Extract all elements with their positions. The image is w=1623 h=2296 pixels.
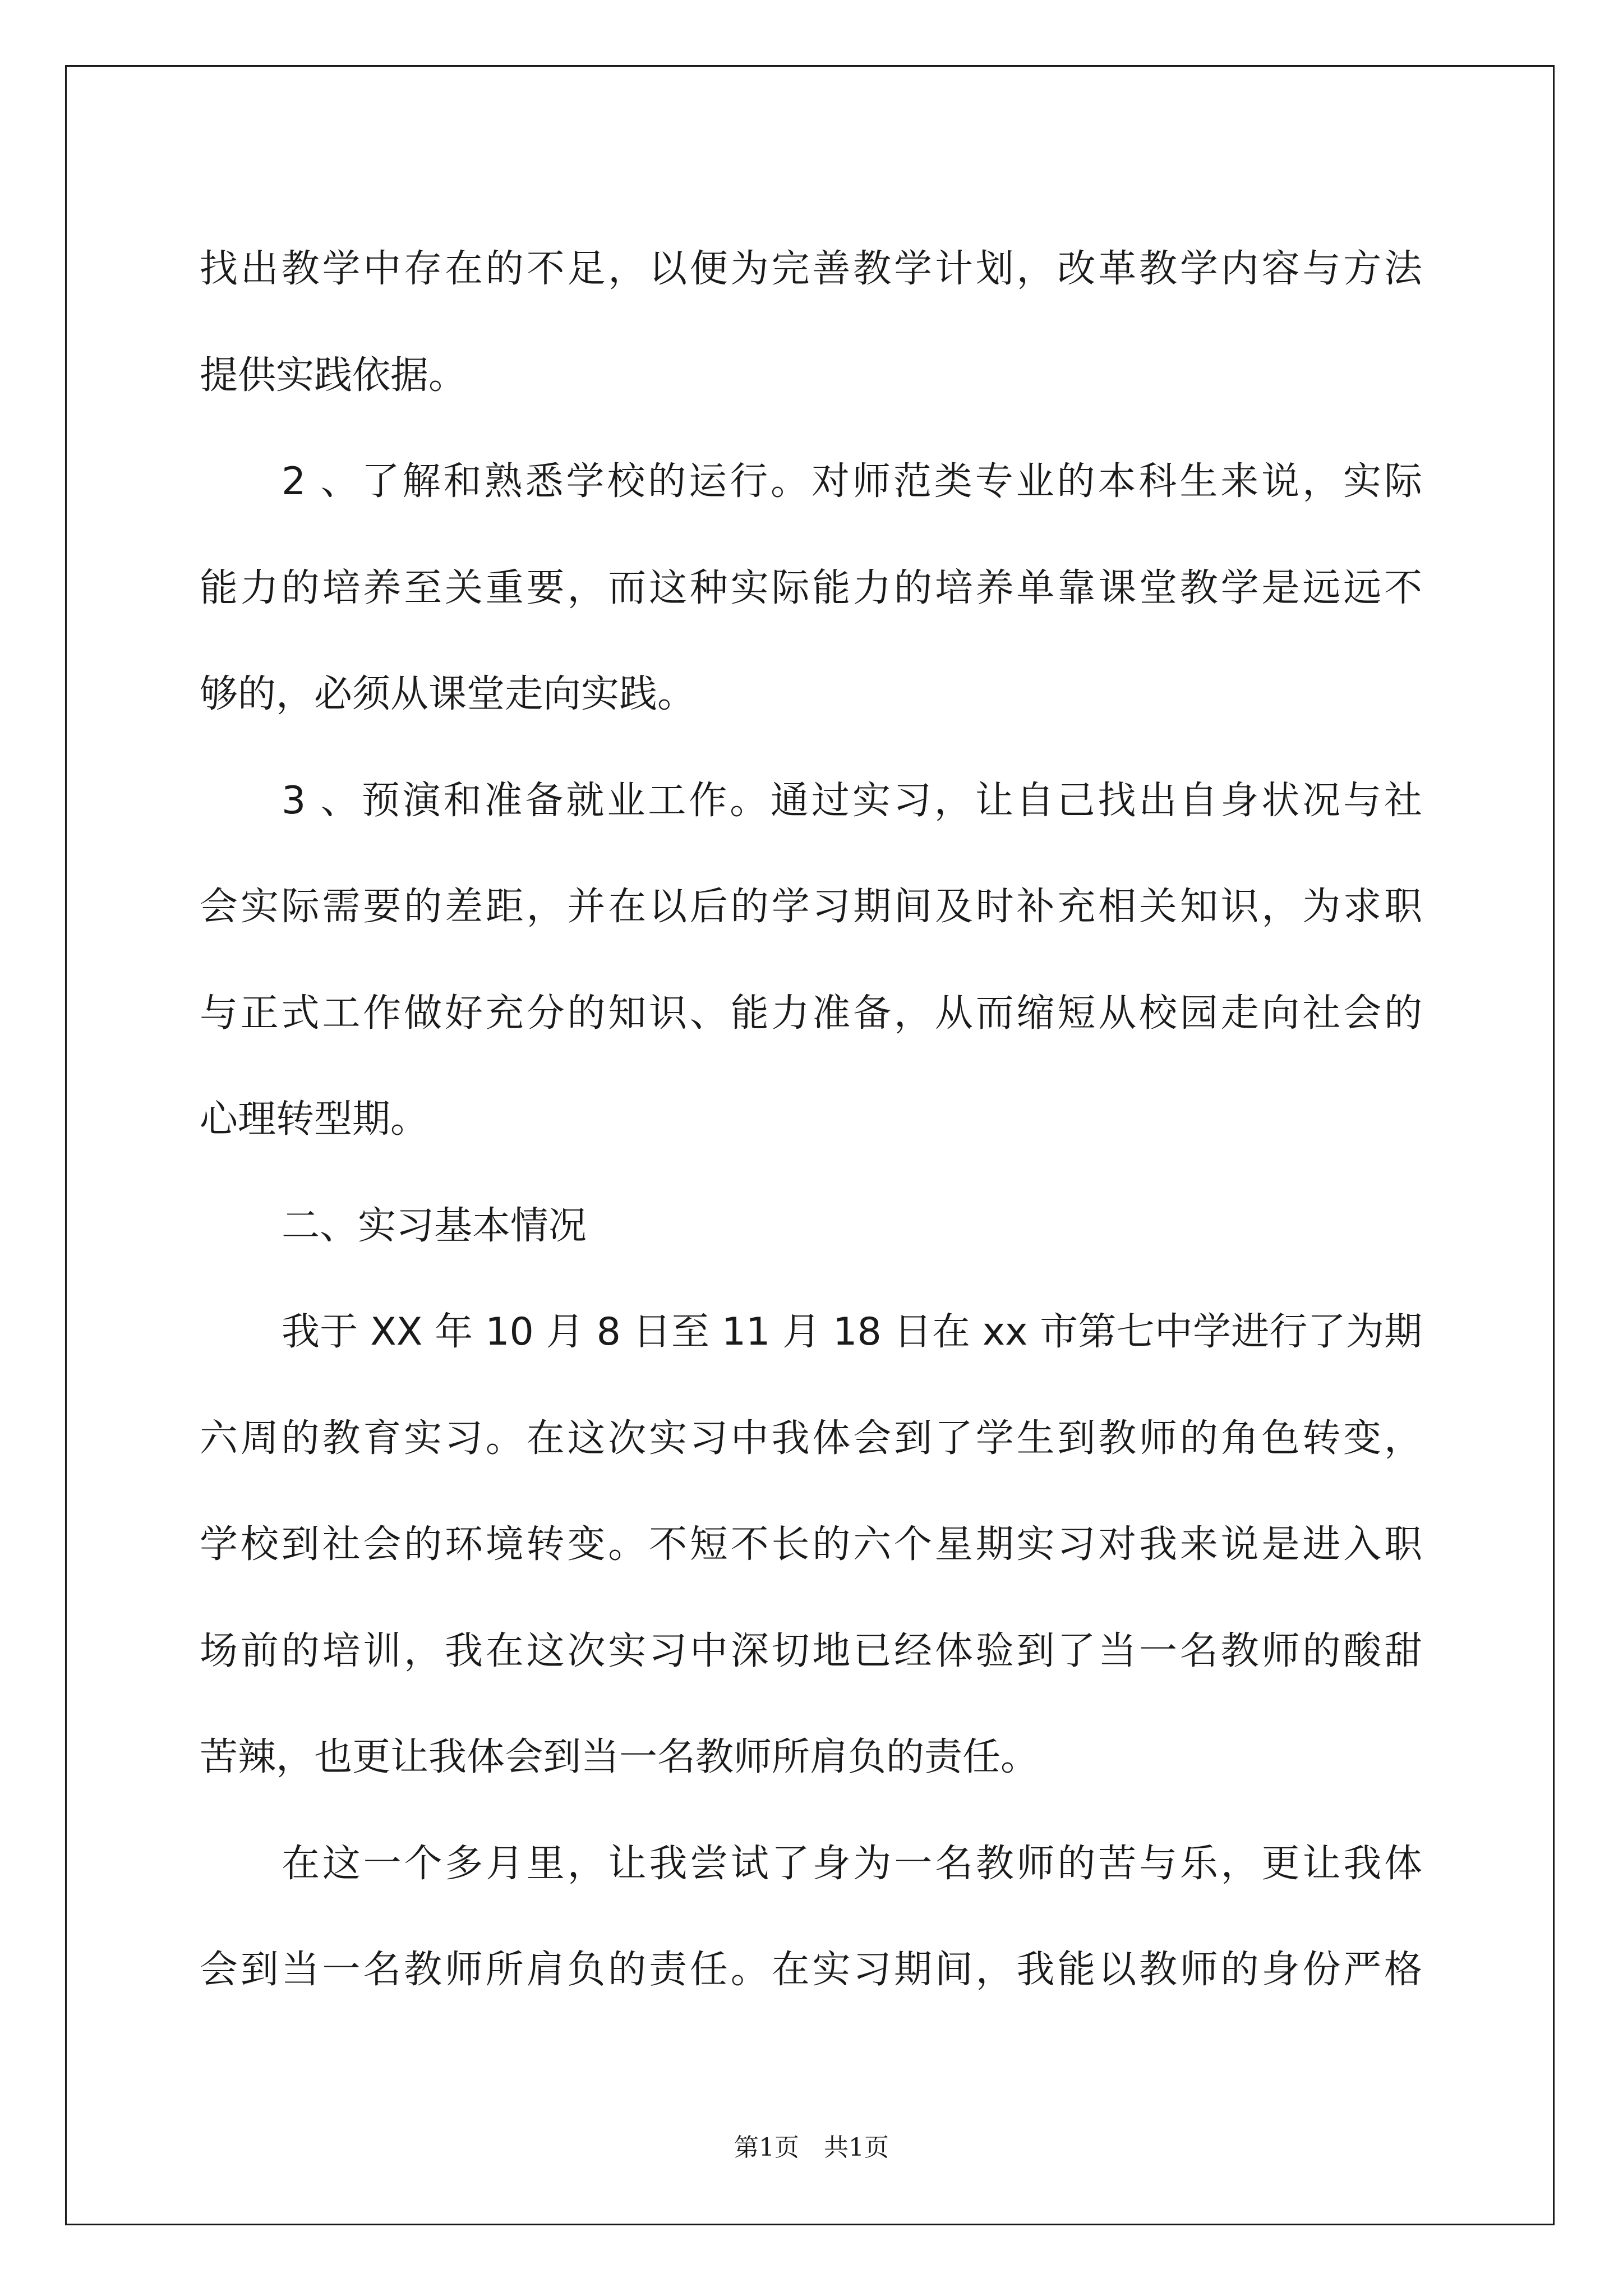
text-line: 在这一个多月里，让我尝试了身为一名教师的苦与乐，更让我体 [282,1841,1422,1886]
text-line: 我于 XX 年 10 月 8 日至 11 月 18 日在 xx 市第七中学进行了为期 [282,1310,1422,1354]
paragraph-2 [200,429,1422,748]
text-line: 能力的培养至关重要，而这种实际能力的培养单靠课堂教学是远远不 [200,565,1422,610]
text-line: 心理转型期。 [200,1097,429,1142]
text-line: 六周的教育实习。在这次实习中我体会到了学生到教师的角色转变， [200,1416,1422,1461]
paragraph-3 [200,748,1422,1173]
text-line: 学校到社会的环境转变。不短不长的六个星期实习对我来说是进入职 [200,1522,1422,1567]
heading-text: 二、实习基本情况 [282,1203,587,1248]
text-line: 2 、了解和熟悉学校的运行。对师范类专业的本科生来说，实际 [282,459,1422,504]
text-line: 3 、预演和准备就业工作。通过实习，让自己找出自身状况与社 [282,778,1422,823]
text-line: 会实际需要的差距，并在以后的学习期间及时补充相关知识，为求职 [200,885,1422,929]
paragraph-1 [200,216,1422,429]
text-line: 苦辣，也更让我体会到当一名教师所肩负的责任。 [200,1735,1039,1779]
text-line: 与正式工作做好充分的知识、能力准备，从而缩短从校园走向社会的 [200,991,1422,1036]
document-body [200,216,1422,2023]
page-number-footer: 第1页 共1页 [734,2133,889,2162]
text-line: 提供实践依据。 [200,353,467,398]
text-line: 够的，必须从课堂走向实践。 [200,672,696,716]
paragraph-4 [200,1279,1422,1811]
paragraph-5 [200,1811,1422,2023]
text-line: 会到当一名教师所肩负的责任。在实习期间，我能以教师的身份严格 [200,1948,1422,1992]
section-heading [200,1173,1422,1280]
text-line: 找出教学中存在的不足，以便为完善教学计划，改革教学内容与方法 [200,247,1422,291]
text-line: 场前的培训，我在这次实习中深切地已经体验到了当一名教师的酸甜 [200,1628,1422,1673]
